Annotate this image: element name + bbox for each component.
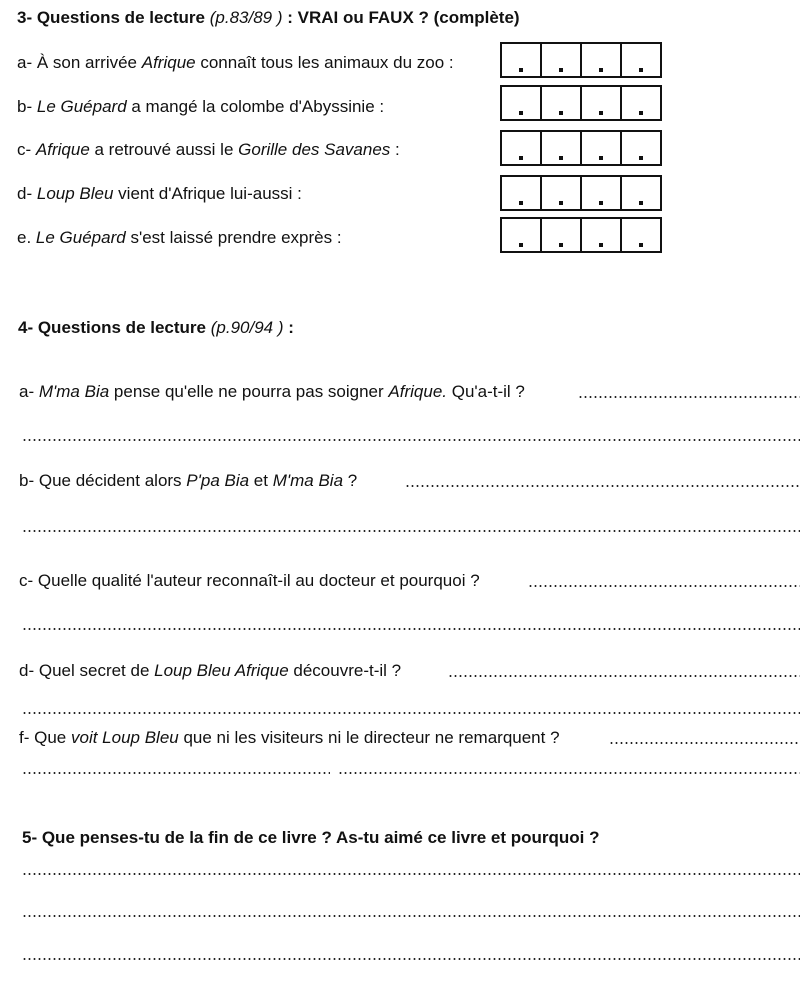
answer-line[interactable] (338, 772, 800, 774)
question-label: c- (17, 140, 32, 159)
answer-box[interactable] (620, 85, 662, 121)
question-4a (19, 382, 525, 402)
answer-line[interactable] (22, 915, 800, 917)
question-label: a- (17, 53, 33, 72)
question-italic: Afrique (141, 53, 196, 72)
answer-box[interactable] (500, 130, 540, 166)
answer-box[interactable] (620, 175, 662, 211)
answer-line[interactable] (22, 628, 800, 630)
question-label: b- (17, 97, 33, 116)
question-label: b- (19, 471, 35, 490)
question-label: c- (19, 571, 34, 590)
answer-line[interactable] (22, 439, 800, 441)
answer-box[interactable] (540, 42, 580, 78)
answer-line[interactable] (22, 712, 800, 714)
question-4f (19, 728, 560, 748)
question-italic: Afrique. (388, 382, 447, 401)
question-4c (19, 571, 480, 591)
answer-box[interactable] (500, 42, 540, 78)
question-4b (19, 471, 357, 491)
heading-text: 4- Questions de lecture (18, 318, 211, 337)
question-text: À son arrivée (36, 53, 142, 72)
answer-line[interactable] (528, 585, 800, 587)
answer-line[interactable] (22, 772, 330, 774)
answer-box[interactable] (580, 42, 620, 78)
question-3c (17, 140, 400, 160)
answer-line[interactable] (22, 530, 800, 532)
heading-text: : VRAI ou FAUX ? (complète) (282, 8, 520, 27)
answer-box[interactable] (540, 175, 580, 211)
answer-box[interactable] (500, 175, 540, 211)
answer-box[interactable] (620, 130, 662, 166)
question-italic: Le Guépard (36, 97, 127, 116)
question-text: vient d'Afrique lui-aussi : (113, 184, 302, 203)
question-label: e. (17, 228, 32, 247)
question-text: découvre-t-il ? (288, 661, 402, 680)
answer-box[interactable] (500, 217, 540, 253)
question-text: ? (343, 471, 358, 490)
question-4d (19, 661, 401, 681)
answer-box[interactable] (500, 85, 540, 121)
answer-line[interactable] (578, 396, 800, 398)
question-label: d- (19, 661, 35, 680)
answer-line[interactable] (448, 675, 800, 677)
question-text: Quelle qualité l'auteur reconnaît-il au docteur et pourquoi ? (37, 571, 480, 590)
question-label: d- (17, 184, 33, 203)
question-text: Que décident alors (38, 471, 187, 490)
answer-boxes-3e[interactable] (500, 217, 662, 251)
question-italic: Afrique (35, 140, 90, 159)
question-text: Qu'a-t-il ? (447, 382, 525, 401)
question-3a (17, 53, 454, 73)
answer-box[interactable] (540, 85, 580, 121)
question-3e (17, 228, 342, 248)
answer-boxes-3b[interactable] (500, 85, 662, 119)
answer-boxes-3a[interactable] (500, 42, 662, 76)
answer-box[interactable] (580, 175, 620, 211)
question-3d (17, 184, 302, 204)
answer-line[interactable] (22, 958, 800, 960)
section-4-heading (18, 318, 294, 338)
heading-text: : (283, 318, 294, 337)
answer-line[interactable] (22, 873, 800, 875)
question-text: connaît tous les animaux du zoo : (195, 53, 454, 72)
section-3-heading (17, 8, 520, 28)
question-label: f- (19, 728, 30, 747)
heading-page-ref: (p.83/89 ) (209, 8, 283, 27)
question-text: s'est laissé prendre exprès : (125, 228, 342, 247)
answer-line[interactable] (405, 485, 800, 487)
answer-box[interactable] (580, 130, 620, 166)
section-5-heading: 5- Que penses-tu de la fin de ce livre ? As-tu aimé ce livre et pourquoi ? (22, 828, 600, 847)
question-italic: Gorille des Savanes (238, 140, 391, 159)
question-italic: voit Loup Bleu (70, 728, 179, 747)
heading-page-ref: (p.90/94 ) (210, 318, 284, 337)
question-italic: P'pa Bia (186, 471, 250, 490)
answer-box[interactable] (540, 130, 580, 166)
answer-boxes-3d[interactable] (500, 175, 662, 209)
answer-box[interactable] (580, 217, 620, 253)
question-text: Que (34, 728, 71, 747)
question-italic: Loup Bleu Afrique (154, 661, 289, 680)
question-text: : (390, 140, 400, 159)
question-italic: M'ma Bia (38, 382, 110, 401)
question-text: Quel secret de (38, 661, 155, 680)
answer-box[interactable] (620, 217, 662, 253)
question-italic: M'ma Bia (272, 471, 344, 490)
question-text: a retrouvé aussi le (89, 140, 239, 159)
question-3b (17, 97, 384, 117)
question-label: a- (19, 382, 35, 401)
answer-box[interactable] (540, 217, 580, 253)
answer-line[interactable] (609, 742, 800, 744)
answer-box[interactable] (620, 42, 662, 78)
heading-text: 3- Questions de lecture (17, 8, 210, 27)
question-text: a mangé la colombe d'Abyssinie : (126, 97, 385, 116)
question-text: et (249, 471, 273, 490)
answer-boxes-3c[interactable] (500, 130, 662, 164)
answer-box[interactable] (580, 85, 620, 121)
question-italic: Le Guépard (35, 228, 126, 247)
question-text: pense qu'elle ne pourra pas soigner (109, 382, 389, 401)
question-text: que ni les visiteurs ni le directeur ne remarquent ? (178, 728, 560, 747)
question-italic: Loup Bleu (36, 184, 114, 203)
